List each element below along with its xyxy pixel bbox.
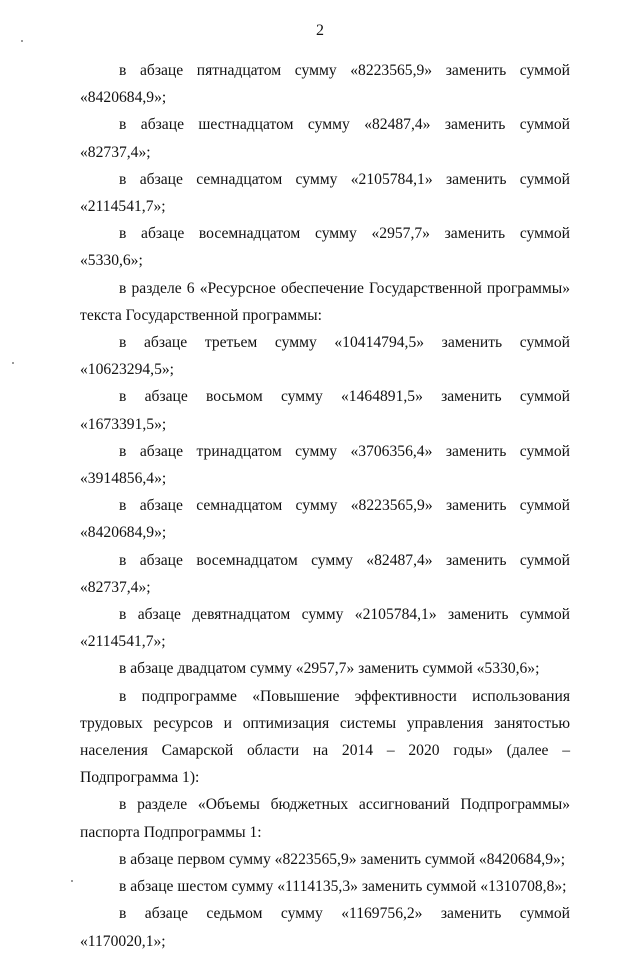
paragraph: в абзаце семнадцатом сумму «8223565,9» заменить суммой «8420684,9»; [80, 497, 570, 542]
scan-speck [12, 362, 14, 364]
scan-speck [21, 40, 23, 42]
paragraph: в абзаце шестнадцатом сумму «82487,4» заменить суммой «82737,4»; [80, 116, 570, 161]
paragraph: в абзаце тринадцатом сумму «3706356,4» заменить суммой «3914856,4»; [80, 442, 570, 488]
paragraph: в абзаце пятнадцатом сумму «8223565,9» заменить суммой «8420684,9»; [80, 62, 570, 107]
document-body [80, 57, 570, 955]
paragraph: в абзаце первом сумму «8223565,9» заменить суммой «8420684,9»; [119, 850, 566, 868]
paragraph: в абзаце третьем сумму «10414794,5» заменить суммой «10623294,5»; [80, 334, 570, 379]
paragraph: в абзаце двадцатом сумму «2957,7» заменить суммой «5330,6»; [119, 660, 540, 678]
paragraph: в абзаце шестом сумму «1114135,3» заменить суммой «1310708,8»; [119, 878, 567, 896]
paragraph: в абзаце восьмом сумму «1464891,5» заменить суммой «1673391,5»; [80, 388, 570, 433]
scan-speck [71, 880, 73, 882]
paragraph: в разделе 6 «Ресурсное обеспечение Государственной программы» текста Государственной программы: [80, 279, 570, 324]
paragraph: в абзаце седьмом сумму «1169756,2» заменить суммой «1170020,1»; [80, 905, 570, 950]
paragraph: в абзаце семнадцатом сумму «2105784,1» заменить суммой «2114541,7»; [80, 170, 570, 216]
paragraph: в разделе «Объемы бюджетных ассигнований Подпрограммы» паспорта Подпрограммы 1: [80, 796, 570, 841]
paragraph: в абзаце девятнадцатом сумму «2105784,1» заменить суммой «2114541,7»; [80, 606, 570, 651]
paragraph: в абзаце восемнадцатом сумму «2957,7» заменить суммой «5330,6»; [80, 225, 570, 270]
paragraph: в подпрограмме «Повышение эффективности использования трудовых ресурсов и оптимизация системы управления занятостью населения Самарской области на 2014 – 2020 годы» (далее – Подпрограмма 1): [80, 687, 570, 787]
page-number: 2 [316, 22, 324, 39]
paragraph: в абзаце восемнадцатом сумму «82487,4» заменить суммой «82737,4»; [80, 551, 570, 596]
